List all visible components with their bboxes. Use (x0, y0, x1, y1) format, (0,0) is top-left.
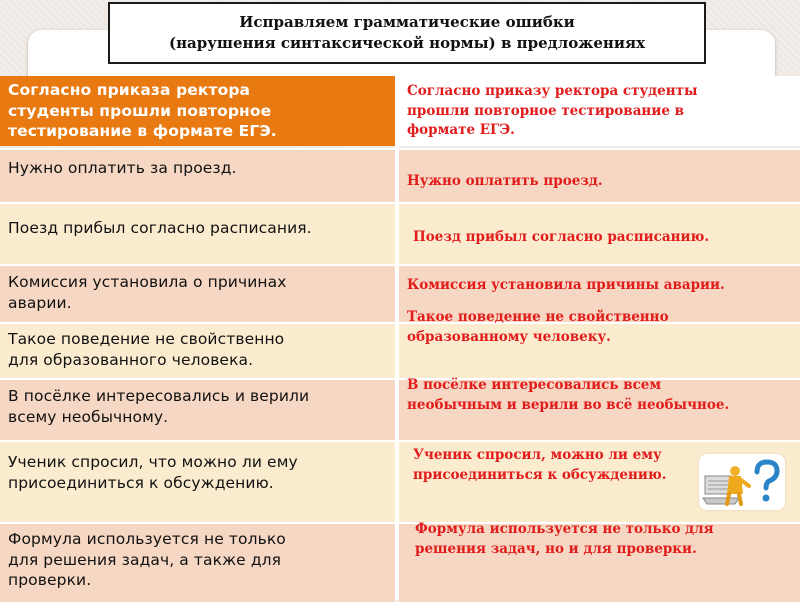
table-row (0, 202, 800, 264)
incorrect-line: В посёлке интересовались и верили (8, 387, 310, 405)
incorrect-sentence-cell (0, 266, 395, 322)
incorrect-line: тестирование в формате ЕГЭ. (8, 122, 277, 140)
question-help-icon (699, 454, 785, 510)
table-row (0, 264, 800, 322)
correct-sentence-cell (399, 204, 800, 264)
correct-line: присоединиться к обсуждению. (413, 466, 667, 483)
table-row (0, 76, 800, 146)
incorrect-line: Поезд прибыл согласно расписания. (8, 219, 312, 237)
correct-line: В посёлке интересовались всем (407, 377, 662, 393)
correct-sentence (407, 172, 603, 192)
title-line-2: (нарушения синтаксической нормы) в предложениях (168, 34, 646, 52)
incorrect-sentence-cell (0, 324, 395, 378)
correct-sentence (407, 276, 725, 296)
incorrect-line: Комиссия установила о причинах (8, 273, 287, 291)
correct-line: Поезд прибыл согласно расписанию. (413, 229, 710, 245)
title-line-1: Исправляем грамматические ошибки (239, 13, 575, 31)
incorrect-line: Формула используется не только (8, 530, 286, 548)
correct-sentence (415, 520, 714, 559)
correct-line: Такое поведение не свойственно (407, 309, 669, 325)
incorrect-line: проверки. (8, 571, 92, 589)
table-row (0, 440, 800, 522)
incorrect-line: для решения задач, а также для (8, 550, 282, 569)
table-row (0, 148, 800, 202)
correct-line: необычным и верили во всё необычное. (407, 396, 730, 413)
correct-sentence-cell (399, 150, 800, 202)
incorrect-line: аварии. (8, 293, 72, 312)
slide-title (108, 2, 706, 64)
correction-table (0, 76, 800, 600)
table-row (0, 522, 800, 602)
correct-line: Комиссия установила причины аварии. (407, 277, 725, 293)
incorrect-line: Нужно оплатить за проезд. (8, 159, 237, 177)
correct-sentence-cell (399, 377, 800, 440)
incorrect-sentence-cell (0, 204, 395, 264)
correct-line: Согласно приказу ректора студенты (407, 83, 698, 99)
correct-sentence (413, 228, 709, 248)
correct-sentence (407, 376, 729, 415)
incorrect-sentence-cell (0, 524, 395, 602)
correct-sentence (407, 82, 698, 141)
incorrect-line: для образованного человека. (8, 350, 254, 369)
correct-sentence-cell (399, 309, 800, 378)
incorrect-line: присоединиться к обсуждению. (8, 473, 274, 492)
incorrect-line: студенты прошли повторное (8, 101, 272, 120)
correct-sentence (413, 446, 666, 485)
table-row (0, 309, 800, 378)
incorrect-sentence-cell (0, 380, 395, 440)
correct-sentence (407, 308, 669, 347)
column-divider (395, 76, 399, 600)
correct-line: Ученик спросил, можно ли ему (413, 447, 662, 463)
correct-line: формате ЕГЭ. (407, 122, 515, 138)
incorrect-line: Ученик спросил, что можно ли ему (8, 453, 298, 471)
table-row (0, 378, 800, 440)
incorrect-sentence-cell (0, 150, 395, 202)
incorrect-sentence-cell (0, 76, 395, 146)
correct-line: Формула используется не только для (415, 521, 714, 537)
incorrect-line: всему необычному. (8, 407, 169, 426)
correct-sentence-cell (399, 76, 800, 146)
correct-line: прошли повторное тестирование в (407, 102, 685, 119)
incorrect-sentence-cell (0, 442, 395, 522)
correct-line: Нужно оплатить проезд. (407, 173, 603, 189)
correct-line: образованному человеку. (407, 328, 611, 345)
correct-line: решения задач, но и для проверки. (415, 540, 697, 557)
incorrect-line: Такое поведение не свойственно (8, 330, 285, 348)
correct-sentence-cell (399, 521, 800, 602)
incorrect-line: Согласно приказа ректора (8, 81, 251, 99)
